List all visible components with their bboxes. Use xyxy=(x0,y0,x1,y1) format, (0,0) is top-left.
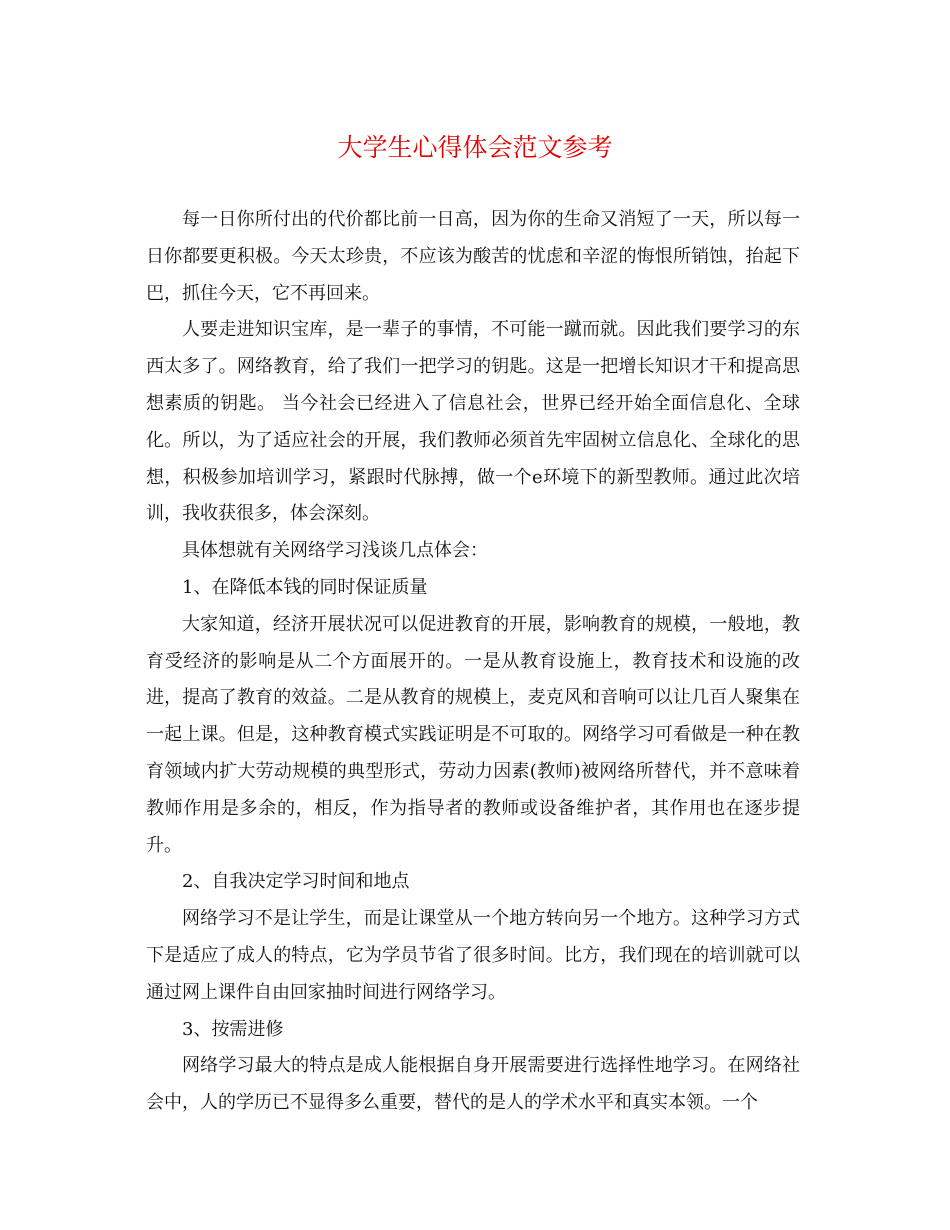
document-body xyxy=(146,202,800,1122)
section-heading: 3、按需进修 xyxy=(182,1018,284,1040)
paragraph: 网络学习最大的特点是成人能根据自身开展需要进行选择性地学习。在网络社会中，人的学历已不显得多么重要，替代的是人的学术水平和真实本领。一个 xyxy=(146,1055,800,1114)
section-heading: 1、在降低本钱的同时保证质量 xyxy=(182,576,428,598)
paragraph: 大家知道，经济开展状况可以促进教育的开展，影响教育的规模，一般地，教育受经济的影响是从二个方面展开的。一是从教育设施上，教育技术和设施的改进，提高了教育的效益。二是从教育的规模上，麦克风和音响可以让几百人聚集在一起上课。但是，这种教育模式实践证明是不可取的。网络学习可看做是一种在教育领域内扩大劳动规模的典型形式，劳动力因素(教师)被网络所替代，并不意味着教师作用是多余的，相反，作为指导者的教师或设备维护者，其作用也在逐步提升。 xyxy=(146,613,800,856)
paragraph: 每一日你所付出的代价都比前一日高，因为你的生命又消短了一天，所以每一日你都要更积极。今天太珍贵，不应该为酸苦的忧虑和辛涩的悔恨所销蚀，抬起下巴，抓住今天，它不再回来。 xyxy=(146,209,800,304)
document-title: 大学生心得体会范文参考 xyxy=(337,133,613,162)
section-heading: 2、自我决定学习时间和地点 xyxy=(182,871,410,893)
paragraph: 人要走进知识宝库，是一辈子的事情，不可能一蹴而就。因此我们要学习的东西太多了。网络教育，给了我们一把学习的钥匙。这是一把增长知识才干和提高思想素质的钥匙。 当今社会已经进入了信息社会，世界已经开始全面信息化、全球化。所以，为了适应社会的开展，我们教师必须首先牢固树立信息化、全球化的思想，积极参加培训学习，紧跟时代脉搏，做一个e环境下的新型教师。通过此次培训，我收获很多，体会深刻。 xyxy=(146,319,800,525)
paragraph: 网络学习不是让学生，而是让课堂从一个地方转向另一个地方。这种学习方式下是适应了成人的特点，它为学员节省了很多时间。比方，我们现在的培训就可以通过网上课件自由回家抽时间进行网络学习。 xyxy=(146,908,800,1003)
paragraph: 具体想就有关网络学习浅谈几点体会： xyxy=(182,540,488,562)
